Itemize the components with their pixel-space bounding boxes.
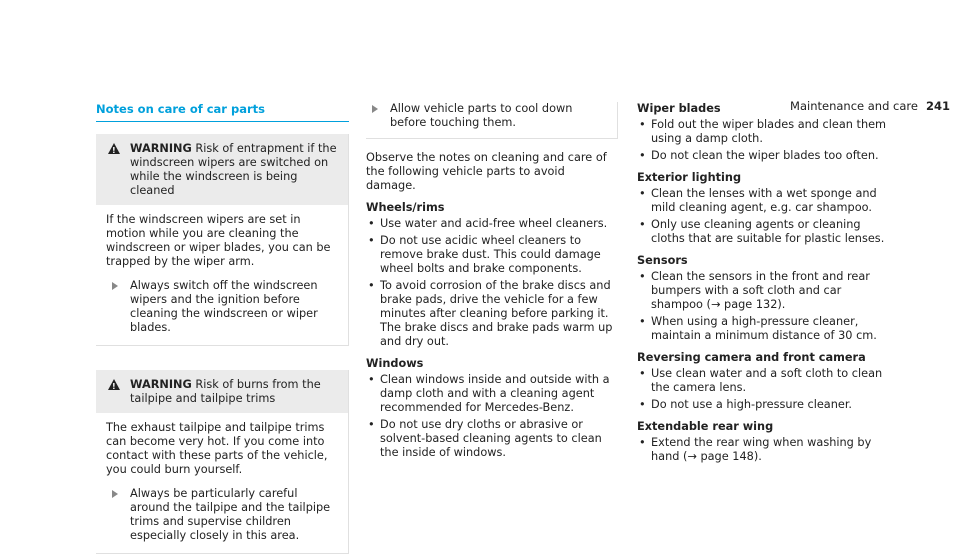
section-title: Maintenance and care [790,99,918,113]
wheels-list [366,217,618,349]
list-item: • Fold out the wiper blades and clean them using a damp cloth. [637,118,889,146]
intro-paragraph: Observe the notes on cleaning and care of the following vehicle parts to avoid damage. [366,151,607,192]
warning-triangle-icon [108,379,120,390]
list-item: • Do not clean the wiper blades too often. [637,149,889,163]
subheading-wipers: Wiper blades [637,102,721,115]
warning-keyword: WARNING [130,142,192,155]
instruction-step [106,279,338,335]
column-3 [637,102,889,467]
lighting-list [637,187,889,246]
list-item: • Do not use acidic wheel cleaners to remove brake dust. This could damage wheel bolts and brake components. [366,234,618,276]
page-number: 241 [925,99,950,113]
subheading-rear-wing: Extendable rear wing [637,420,774,433]
warning-header [96,370,348,413]
list-item: • To avoid corrosion of the brake discs and brake pads, drive the vehicle for a few minutes after cleaning before parking it. The brake discs and brake pads warm up and dry out. [366,279,618,349]
warning-heading: Risk of entrapment if the windscreen wipers are switched on while the windscreen is being cleaned [130,142,337,197]
warning-burns [96,370,349,554]
rear-wing-list [637,436,889,464]
wipers-list [637,118,889,163]
instruction-step [106,487,338,543]
warning-body: The exhaust tailpipe and tailpipe trims can become very hot. If you come into contact with these parts of the vehicle, you could burn yourself. [106,421,328,476]
section-heading: Notes on care of car parts [96,102,349,122]
warning-triangle-icon [108,143,120,154]
subheading-lighting: Exterior lighting [637,171,742,184]
list-item: • Use water and acid-free wheel cleaners. [366,217,618,231]
list-item: • Clean the sensors in the front and rear bumpers with a soft cloth and car shampoo (→ page 132). [637,270,889,312]
list-item: • Clean the lenses with a wet sponge and mild cleaning agent, e.g. car shampoo. [637,187,889,215]
step-text: Always be particularly careful around the tailpipe and the tailpipe trims and supervise children especially closely in this area. [130,487,331,542]
windows-list [366,373,618,460]
step-text: Allow vehicle parts to cool down before touching them. [390,102,573,129]
warning-keyword: WARNING [130,378,192,391]
column-1 [96,102,349,554]
continued-warning-step [366,102,618,139]
step-arrow-icon [112,490,118,498]
sensors-list [637,270,889,343]
warning-header [96,134,348,205]
step-arrow-icon [112,282,118,290]
subheading-sensors: Sensors [637,254,688,267]
list-item: • Clean windows inside and outside with a damp cloth and with a cleaning agent recommended for Mercedes-Benz. [366,373,618,415]
list-item: • Use clean water and a soft cloth to clean the camera lens. [637,367,889,395]
warning-heading: Risk of burns from the tailpipe and tailpipe trims [130,378,321,405]
list-item: • Only use cleaning agents or cleaning cloths that are suitable for plastic lenses. [637,218,889,246]
subheading-wheels: Wheels/rims [366,201,445,214]
warning-body: If the windscreen wipers are set in motion while you are cleaning the windscreen or wiper blades, you can be trapped by the wiper arm. [106,213,331,268]
instruction-step [366,102,607,130]
subheading-windows: Windows [366,357,424,370]
list-item: • When using a high-pressure cleaner, maintain a minimum distance of 30 cm. [637,315,889,343]
warning-entrapment [96,134,349,346]
column-2 [366,102,618,463]
list-item: • Do not use a high-pressure cleaner. [637,398,889,412]
camera-list [637,367,889,412]
subheading-camera: Reversing camera and front camera [637,351,866,364]
list-item: • Extend the rear wing when washing by hand (→ page 148). [637,436,889,464]
list-item: • Do not use dry cloths or abrasive or solvent-based cleaning agents to clean the inside of windows. [366,418,618,460]
step-text: Always switch off the windscreen wipers and the ignition before cleaning the windscreen or wiper blades. [130,279,318,334]
step-arrow-icon [372,105,378,113]
